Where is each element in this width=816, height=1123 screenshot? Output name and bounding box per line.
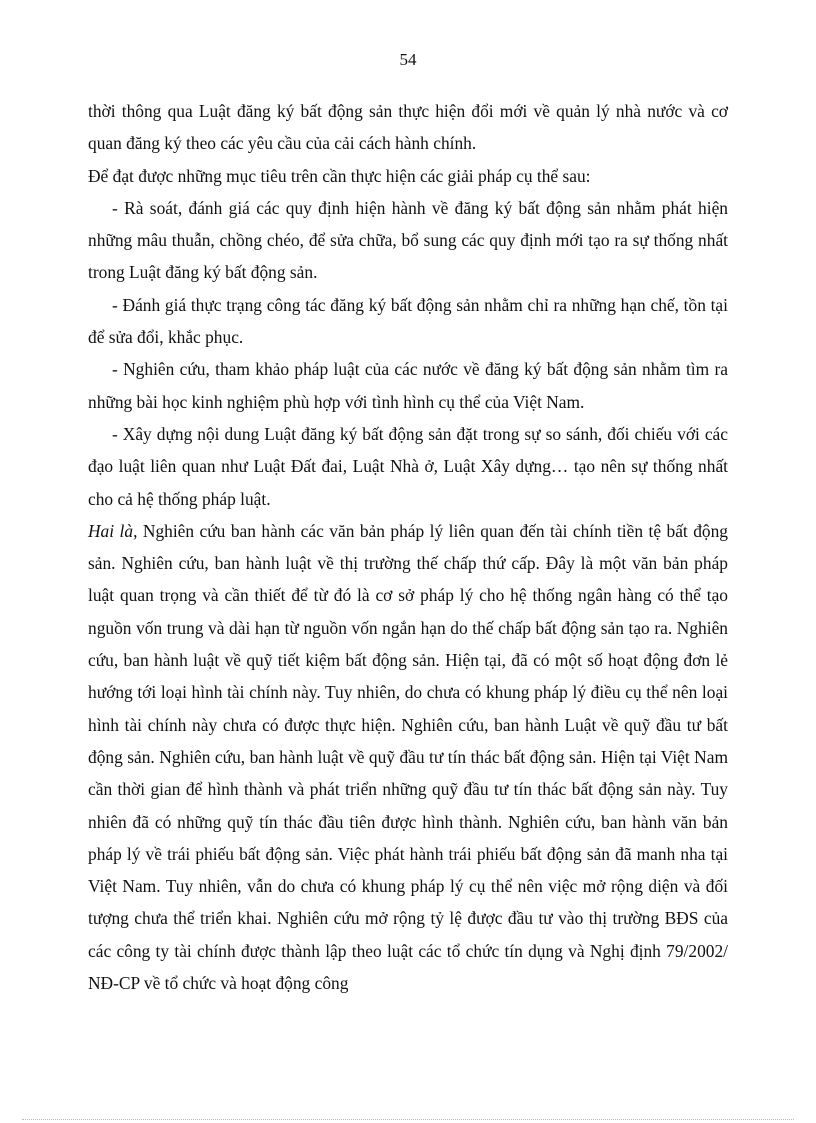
list-item-review-regulations: - Rà soát, đánh giá các quy định hiện hành về đăng ký bất động sản nhằm phát hiện những mâu thuẫn, chồng chéo, để sửa chữa, bổ sung các quy định mới tạo ra sự thống nhất trong Luật đăng ký bất động sản.: [88, 197, 728, 283]
paragraph-second-solution-text: , Nghiên cứu ban hành các văn bản pháp lý liên quan đến tài chính tiền tệ bất động sản. Nghiên cứu, ban hành luật về thị trường thế chấp thứ cấp. Đây là một văn bản pháp luật quan trọng và cần thiết để từ đó là cơ sở pháp lý cho hệ thống ngân hàng có thể tạo nguồn vốn trung và dài hạn từ nguồn vốn ngắn hạn do thế chấp bất động sản tạo ra. Nghiên cứu, ban hành luật về quỹ tiết kiệm bất động sản. Hiện tại, đã có một số hoạt động đơn lẻ hướng tới loại hình tài chính này. Tuy nhiên, do chưa có khung pháp lý điều cụ thể nên loại hình tài chính này chưa có được thực hiện. Nghiên cứu, ban hành Luật về quỹ đầu tư bất động sản. Nghiên cứu, ban hành luật về quỹ đầu tư tín thác bất động sản. Hiện tại Việt Nam cần thời gian để hình thành và phát triển những quỹ đầu tư tín thác bất động sản này. Tuy nhiên đã có những quỹ tín thác đầu tiên được hình thành. Nghiên cứu, ban hành văn bản pháp lý về trái phiếu bất động sản. Việc phát hành trái phiếu bất động sản đã manh nha tại Việt Nam. Tuy nhiên, vẫn do chưa có khung pháp lý cụ thể nên việc mở rộng diện và đối tượng chưa thể triển khai. Nghiên cứu mở rộng tỷ lệ được đầu tư vào thị trường BĐS của các công ty tài chính được thành lập theo luật các tổ chức tín dụng và Nghị định 79/2002/ NĐ-CP về tổ chức và hoạt động công: [88, 520, 728, 994]
document-body: [88, 95, 728, 999]
page-bottom-divider: [22, 1119, 794, 1120]
list-item-draft-law: - Xây dựng nội dung Luật đăng ký bất động sản đặt trong sự so sánh, đối chiếu với các đạo luật liên quan như Luật Đất đai, Luật Nhà ở, Luật Xây dựng… tạo nên sự thống nhất cho cả hệ thống pháp luật.: [88, 423, 728, 509]
page-number: 54: [399, 50, 417, 69]
list-item-assess-status: - Đánh giá thực trạng công tác đăng ký bất động sản nhằm chỉ ra những hạn chế, tồn tại để sửa đổi, khắc phục.: [88, 294, 728, 348]
paragraph-second-solution: [88, 515, 728, 999]
paragraph-lead-italic: Hai là: [88, 520, 134, 541]
paragraph-continuation: thời thông qua Luật đăng ký bất động sản thực hiện đổi mới về quản lý nhà nước và cơ quan đăng ký theo các yêu cầu của cải cách hành chính.: [88, 101, 728, 154]
list-item-study-foreign-law: - Nghiên cứu, tham khảo pháp luật của các nước về đăng ký bất động sản nhằm tìm ra những bài học kinh nghiệm phù hợp với tình hình cụ thể của Việt Nam.: [88, 359, 728, 412]
paragraph-solutions-intro: Để đạt được những mục tiêu trên cần thực hiện các giải pháp cụ thể sau:: [88, 165, 591, 186]
